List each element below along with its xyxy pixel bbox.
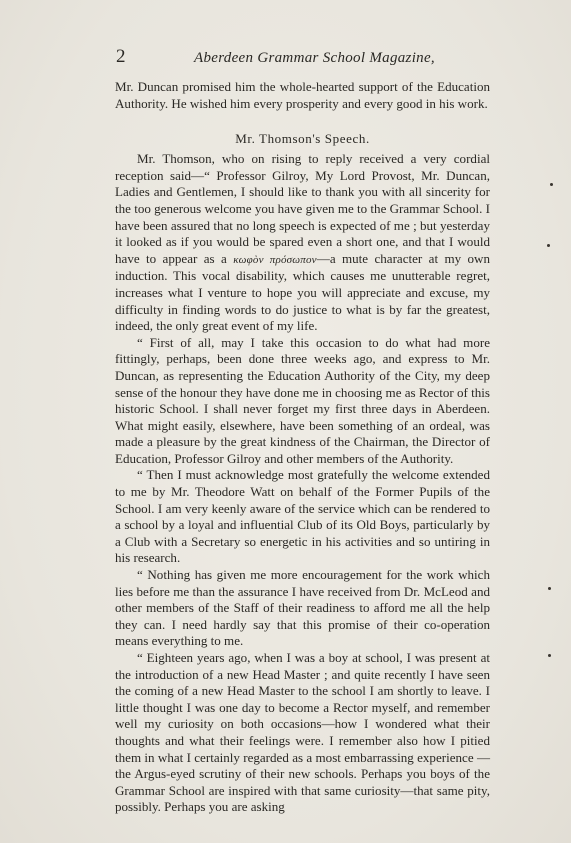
section-heading: Mr. Thomson's Speech.	[235, 131, 370, 147]
page-number: 2	[116, 46, 126, 67]
speech-paragraph-5: “ Eighteen years ago, when I was a boy at school, I was present at the introduction of a new Head Master ; and quite recently I have seen the coming of a new Head Master to the school I am shortly to leave. I little thought I was one day to become a Rector myself, and remember well my curiosity on both occasions—how I wondered what their thoughts and what their feelings were. I remember also how I pitied them in what I certainly regarded as a most embarrassing experience —the Argus-eyed scrutiny of their new schools. Perhaps you boys of the Grammar School are inspired with that same curiosity—that same pity, possibly. Perhaps you are asking	[115, 650, 490, 815]
page-header	[116, 48, 496, 68]
speech-paragraph-1-part-b: —a mute character at my own induction. This vocal disability, which causes me unutterable regret, increases what I venture to hope you will appreciate and excuse, my difficulty in finding words to do justice to what is by far the greatest, indeed, the only great event of my life.	[115, 250, 491, 334]
speech-paragraph-4: “ Nothing has given me more encouragement for the work which lies before me than the assurance I have received from Dr. McLeod and other members of the Staff of their readiness to afford me all the help they can. I need hardly say that this promise of their co-operation means everything to me.	[115, 567, 490, 649]
paper-speck	[547, 244, 550, 247]
speech-paragraph-1-part-a: Mr. Thomson, who on rising to reply received a very cordial reception said—“ Professor Gilroy, My Lord Provost, Mr. Duncan, Ladies and Gentlemen, I should like to thank you with all sincerity for the too generous welcome you have given me to the Grammar School. I have been assured that no long speech is expected of me ; but yesterday it looked as if you would be spared even a short one, and that I would have to appear as a	[115, 151, 490, 266]
speech-paragraph-1	[115, 151, 490, 335]
paper-speck	[548, 587, 551, 590]
running-title: Aberdeen Grammar School Magazine,	[194, 50, 435, 66]
paper-speck	[550, 183, 553, 186]
article-body	[115, 79, 490, 816]
greek-phrase: κωφὸν πρόσωπον	[233, 253, 317, 266]
speech-paragraph-2: “ First of all, may I take this occasion to do what had more fittingly, perhaps, been done three weeks ago, and express to Mr. Duncan, as representing the Education Authority of the City, my deep sense of the honour they have done me in choosing me as Rector of this historic School. I shall never forget my first three days in Aberdeen. What might easily, elsewhere, have been something of an ordeal, was made a pleasure by the great kindness of the Chairman, the Director of Education, Professor Gilroy and other members of the Authority.	[115, 334, 490, 466]
speech-paragraph-3: “ Then I must acknowledge most gratefully the welcome extended to me by Mr. Theodore Watt on behalf of the Former Pupils of the School. I am very keenly aware of the service which can be rendered to a school by a loyal and influential Club of its Old Boys, particularly by a Club with a Secretary so energetic in his activities and so untiring in his research.	[115, 467, 490, 566]
paper-speck	[548, 654, 551, 657]
intro-paragraph: Mr. Duncan promised him the whole-hearted support of the Education Authority. He wished him every prosperity and every good in his work.	[115, 79, 490, 111]
